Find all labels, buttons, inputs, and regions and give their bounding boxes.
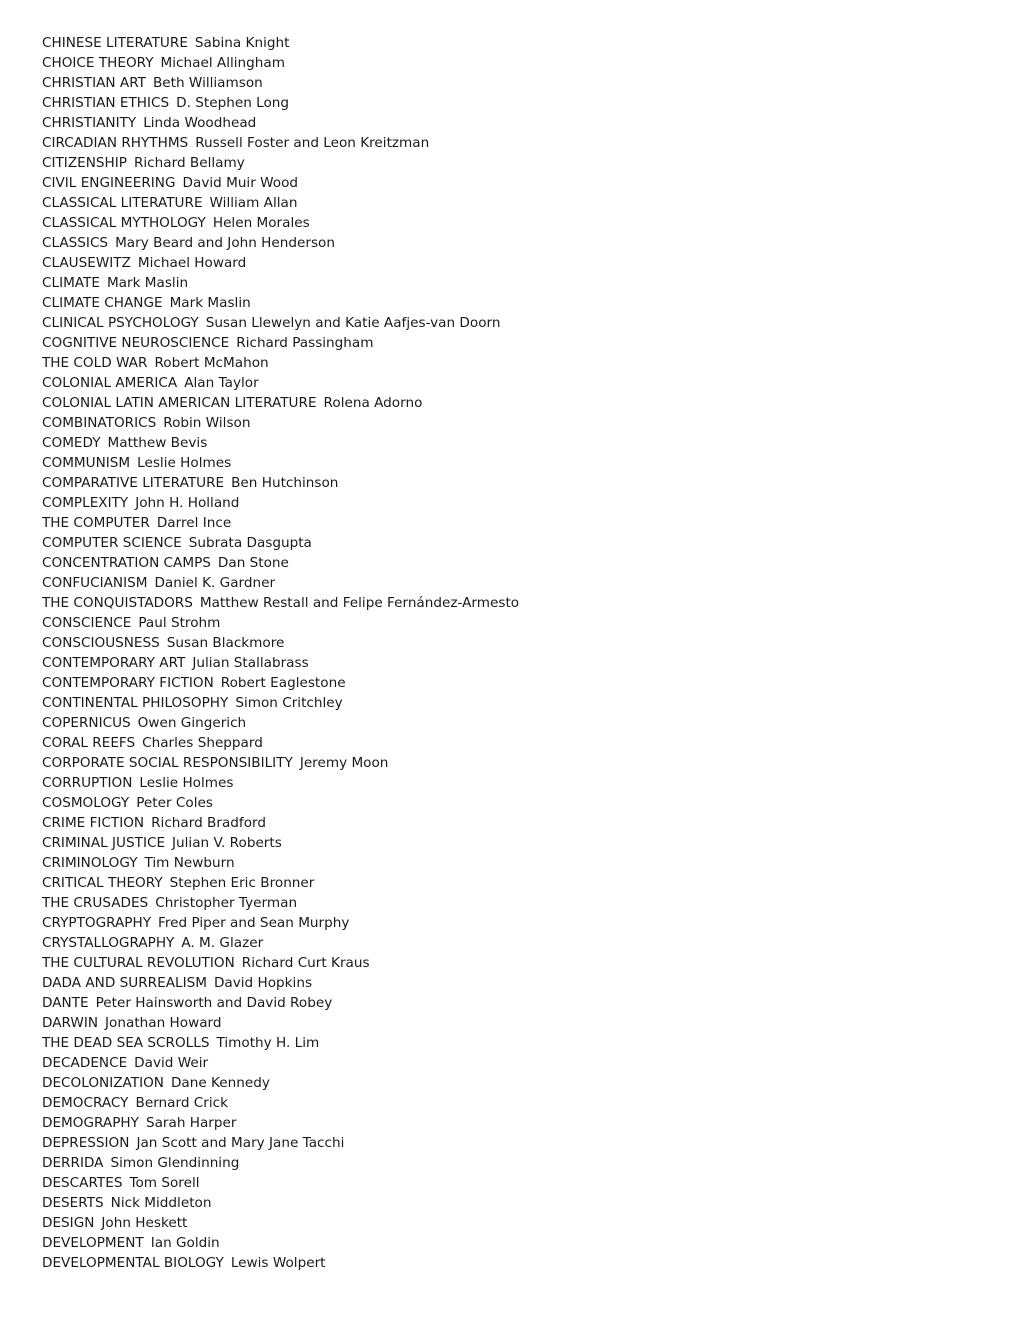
entry-author: Simon Glendinning bbox=[110, 1155, 240, 1171]
entry-author: Ian Goldin bbox=[150, 1235, 220, 1251]
list-item bbox=[42, 153, 982, 173]
entry-subject: COMPARATIVE LITERATURE bbox=[42, 475, 225, 491]
list-item bbox=[42, 1053, 982, 1073]
entry-subject: CRITICAL THEORY bbox=[42, 875, 163, 891]
entry-subject: THE CULTURAL REVOLUTION bbox=[42, 955, 235, 971]
list-item bbox=[42, 493, 982, 513]
entry-author: Timothy H. Lim bbox=[216, 1035, 320, 1051]
list-item bbox=[42, 613, 982, 633]
entry-subject: DEMOCRACY bbox=[42, 1095, 129, 1111]
list-item bbox=[42, 93, 982, 113]
entry-subject: CLIMATE CHANGE bbox=[42, 295, 163, 311]
list-item bbox=[42, 73, 982, 93]
list-item bbox=[42, 253, 982, 273]
list-item bbox=[42, 813, 982, 833]
entry-subject: CONFUCIANISM bbox=[42, 575, 148, 591]
entry-author: Owen Gingerich bbox=[137, 715, 247, 731]
list-item bbox=[42, 1173, 982, 1193]
entry-author: Robin Wilson bbox=[163, 415, 251, 431]
entry-subject: CLINICAL PSYCHOLOGY bbox=[42, 315, 199, 331]
entry-subject: DEVELOPMENT bbox=[42, 1235, 144, 1251]
entry-author: Peter Coles bbox=[136, 795, 213, 811]
entry-author: Sabina Knight bbox=[194, 35, 290, 51]
entry-subject: CHOICE THEORY bbox=[42, 55, 154, 71]
entry-subject: DECADENCE bbox=[42, 1055, 128, 1071]
list-item bbox=[42, 573, 982, 593]
entry-author: Christopher Tyerman bbox=[155, 895, 298, 911]
entry-author: Stephen Eric Bronner bbox=[169, 875, 315, 891]
entry-subject: CONTEMPORARY FICTION bbox=[42, 675, 214, 691]
entry-author: Julian V. Roberts bbox=[172, 835, 282, 851]
list-item bbox=[42, 133, 982, 153]
entry-subject: CRIMINOLOGY bbox=[42, 855, 138, 871]
entry-subject: CONSCIENCE bbox=[42, 615, 132, 631]
entry-author: Darrel Ince bbox=[156, 515, 232, 531]
list-item bbox=[42, 873, 982, 893]
entry-author: Russell Foster and Leon Kreitzman bbox=[195, 135, 430, 151]
list-item bbox=[42, 293, 982, 313]
list-item bbox=[42, 333, 982, 353]
entry-subject: CLIMATE bbox=[42, 275, 100, 291]
entry-subject: CONSCIOUSNESS bbox=[42, 635, 160, 651]
list-item bbox=[42, 553, 982, 573]
entry-author: Leslie Holmes bbox=[137, 455, 232, 471]
entry-subject: COLONIAL AMERICA bbox=[42, 375, 178, 391]
list-item bbox=[42, 993, 982, 1013]
list-item bbox=[42, 913, 982, 933]
entry-subject: CRIMINAL JUSTICE bbox=[42, 835, 166, 851]
entry-author: Richard Bellamy bbox=[133, 155, 245, 171]
entry-subject: CLAUSEWITZ bbox=[42, 255, 131, 271]
list-item bbox=[42, 273, 982, 293]
entry-subject: DEMOGRAPHY bbox=[42, 1115, 139, 1131]
entry-author: Nick Middleton bbox=[110, 1195, 212, 1211]
entry-author: Dane Kennedy bbox=[170, 1075, 270, 1091]
list-item bbox=[42, 1013, 982, 1033]
list-item bbox=[42, 513, 982, 533]
entry-author: Charles Sheppard bbox=[142, 735, 263, 751]
entry-author: Susan Llewelyn and Katie Aafjes-van Doorn bbox=[205, 315, 501, 331]
entry-subject: CORAL REEFS bbox=[42, 735, 136, 751]
list-item bbox=[42, 473, 982, 493]
entry-author: Fred Piper and Sean Murphy bbox=[158, 915, 350, 931]
list-item bbox=[42, 33, 982, 53]
list-item bbox=[42, 693, 982, 713]
entry-subject: THE COMPUTER bbox=[42, 515, 150, 531]
list-item bbox=[42, 1073, 982, 1093]
list-item bbox=[42, 933, 982, 953]
list-item bbox=[42, 1093, 982, 1113]
entry-author: Michael Howard bbox=[137, 255, 247, 271]
entry-author: Simon Critchley bbox=[235, 695, 343, 711]
list-item bbox=[42, 1113, 982, 1133]
entry-author: D. Stephen Long bbox=[176, 95, 290, 111]
entry-subject: CHRISTIANITY bbox=[42, 115, 137, 131]
list-item bbox=[42, 673, 982, 693]
list-item bbox=[42, 193, 982, 213]
entry-subject: THE DEAD SEA SCROLLS bbox=[42, 1035, 210, 1051]
entry-author: Matthew Bevis bbox=[107, 435, 208, 451]
list-item bbox=[42, 633, 982, 653]
list-item bbox=[42, 53, 982, 73]
entry-subject: CONTINENTAL PHILOSOPHY bbox=[42, 695, 229, 711]
entry-author: William Allan bbox=[209, 195, 298, 211]
list-item bbox=[42, 1153, 982, 1173]
list-item bbox=[42, 113, 982, 133]
list-item bbox=[42, 1213, 982, 1233]
entry-subject: CONTEMPORARY ART bbox=[42, 655, 186, 671]
entry-author: Beth Williamson bbox=[152, 75, 263, 91]
entry-subject: CONCENTRATION CAMPS bbox=[42, 555, 211, 571]
entry-author: Alan Taylor bbox=[184, 375, 259, 391]
entry-author: Rolena Adorno bbox=[323, 395, 423, 411]
entry-subject: THE COLD WAR bbox=[42, 355, 148, 371]
entry-subject: COMEDY bbox=[42, 435, 101, 451]
entry-author: Jeremy Moon bbox=[299, 755, 389, 771]
entry-subject: CRYSTALLOGRAPHY bbox=[42, 935, 175, 951]
entry-author: Helen Morales bbox=[212, 215, 310, 231]
list-item bbox=[42, 173, 982, 193]
entry-author: Linda Woodhead bbox=[143, 115, 257, 131]
entry-author: Mark Maslin bbox=[169, 295, 251, 311]
list-item bbox=[42, 773, 982, 793]
entry-author: Leslie Holmes bbox=[139, 775, 234, 791]
entry-author: Mary Beard and John Henderson bbox=[115, 235, 335, 251]
entry-subject: COMPUTER SCIENCE bbox=[42, 535, 182, 551]
entry-author: David Muir Wood bbox=[182, 175, 299, 191]
list-item bbox=[42, 1133, 982, 1153]
entry-author: Julian Stallabrass bbox=[192, 655, 309, 671]
list-item bbox=[42, 953, 982, 973]
list-item bbox=[42, 413, 982, 433]
entry-subject: CLASSICS bbox=[42, 235, 109, 251]
entry-subject: THE CRUSADES bbox=[42, 895, 149, 911]
entry-author: Daniel K. Gardner bbox=[154, 575, 276, 591]
entry-subject: COSMOLOGY bbox=[42, 795, 130, 811]
list-item bbox=[42, 653, 982, 673]
entry-author: Jan Scott and Mary Jane Tacchi bbox=[136, 1135, 345, 1151]
entry-author: Robert Eaglestone bbox=[220, 675, 346, 691]
entry-author: Paul Strohm bbox=[138, 615, 221, 631]
list-item bbox=[42, 373, 982, 393]
entry-subject: DANTE bbox=[42, 995, 89, 1011]
list-item bbox=[42, 713, 982, 733]
entry-subject: CHRISTIAN ETHICS bbox=[42, 95, 170, 111]
entry-author: Robert McMahon bbox=[154, 355, 269, 371]
entry-subject: COPERNICUS bbox=[42, 715, 131, 731]
list-item bbox=[42, 893, 982, 913]
entry-subject: CLASSICAL MYTHOLOGY bbox=[42, 215, 206, 231]
entry-subject: CHRISTIAN ART bbox=[42, 75, 146, 91]
entry-subject: DESCARTES bbox=[42, 1175, 123, 1191]
entry-subject: DADA AND SURREALISM bbox=[42, 975, 207, 991]
list-item bbox=[42, 973, 982, 993]
list-item bbox=[42, 1253, 982, 1273]
entry-subject: CITIZENSHIP bbox=[42, 155, 127, 171]
document-page bbox=[42, 33, 982, 1273]
list-item bbox=[42, 213, 982, 233]
entry-subject: DECOLONIZATION bbox=[42, 1075, 164, 1091]
entry-subject: CRIME FICTION bbox=[42, 815, 145, 831]
entry-subject: CHINESE LITERATURE bbox=[42, 35, 188, 51]
entry-subject: DEVELOPMENTAL BIOLOGY bbox=[42, 1255, 224, 1271]
entry-author: Michael Allingham bbox=[160, 55, 285, 71]
list-item bbox=[42, 393, 982, 413]
entry-subject: DESERTS bbox=[42, 1195, 104, 1211]
list-item bbox=[42, 853, 982, 873]
entry-subject: THE CONQUISTADORS bbox=[42, 595, 193, 611]
list-item bbox=[42, 733, 982, 753]
list-item bbox=[42, 433, 982, 453]
entry-author: David Hopkins bbox=[213, 975, 313, 991]
entry-subject: CRYPTOGRAPHY bbox=[42, 915, 152, 931]
list-item bbox=[42, 353, 982, 373]
entry-author: Susan Blackmore bbox=[166, 635, 285, 651]
title-list bbox=[42, 33, 982, 1273]
entry-subject: CIVIL ENGINEERING bbox=[42, 175, 176, 191]
entry-author: David Weir bbox=[134, 1055, 209, 1071]
list-item bbox=[42, 533, 982, 553]
entry-author: Tom Sorell bbox=[129, 1175, 200, 1191]
entry-author: Bernard Crick bbox=[135, 1095, 228, 1111]
list-item bbox=[42, 593, 982, 613]
entry-subject: DEPRESSION bbox=[42, 1135, 130, 1151]
entry-subject: COMPLEXITY bbox=[42, 495, 129, 511]
list-item bbox=[42, 1193, 982, 1213]
entry-author: Peter Hainsworth and David Robey bbox=[95, 995, 333, 1011]
list-item bbox=[42, 453, 982, 473]
entry-author: John H. Holland bbox=[135, 495, 240, 511]
entry-subject: CLASSICAL LITERATURE bbox=[42, 195, 203, 211]
entry-author: Dan Stone bbox=[217, 555, 289, 571]
entry-subject: CORRUPTION bbox=[42, 775, 133, 791]
entry-author: Tim Newburn bbox=[144, 855, 235, 871]
entry-author: Subrata Dasgupta bbox=[188, 535, 312, 551]
list-item bbox=[42, 1233, 982, 1253]
entry-author: Richard Curt Kraus bbox=[241, 955, 370, 971]
list-item bbox=[42, 313, 982, 333]
entry-author: Lewis Wolpert bbox=[230, 1255, 326, 1271]
entry-subject: COMMUNISM bbox=[42, 455, 131, 471]
entry-author: Jonathan Howard bbox=[105, 1015, 222, 1031]
entry-subject: DERRIDA bbox=[42, 1155, 104, 1171]
list-item bbox=[42, 793, 982, 813]
entry-author: Sarah Harper bbox=[145, 1115, 237, 1131]
list-item bbox=[42, 753, 982, 773]
entry-subject: DESIGN bbox=[42, 1215, 95, 1231]
entry-subject: CIRCADIAN RHYTHMS bbox=[42, 135, 189, 151]
entry-subject: COLONIAL LATIN AMERICAN LITERATURE bbox=[42, 395, 317, 411]
entry-author: Matthew Restall and Felipe Fernández-Armesto bbox=[199, 595, 520, 611]
entry-subject: COMBINATORICS bbox=[42, 415, 157, 431]
entry-subject: CORPORATE SOCIAL RESPONSIBILITY bbox=[42, 755, 293, 771]
entry-subject: COGNITIVE NEUROSCIENCE bbox=[42, 335, 230, 351]
entry-author: A. M. Glazer bbox=[181, 935, 264, 951]
entry-author: Ben Hutchinson bbox=[231, 475, 339, 491]
list-item bbox=[42, 1033, 982, 1053]
entry-author: John Heskett bbox=[101, 1215, 188, 1231]
entry-author: Richard Bradford bbox=[151, 815, 266, 831]
list-item bbox=[42, 833, 982, 853]
entry-author: Mark Maslin bbox=[106, 275, 189, 291]
entry-subject: DARWIN bbox=[42, 1015, 99, 1031]
entry-author: Richard Passingham bbox=[236, 335, 374, 351]
list-item bbox=[42, 233, 982, 253]
